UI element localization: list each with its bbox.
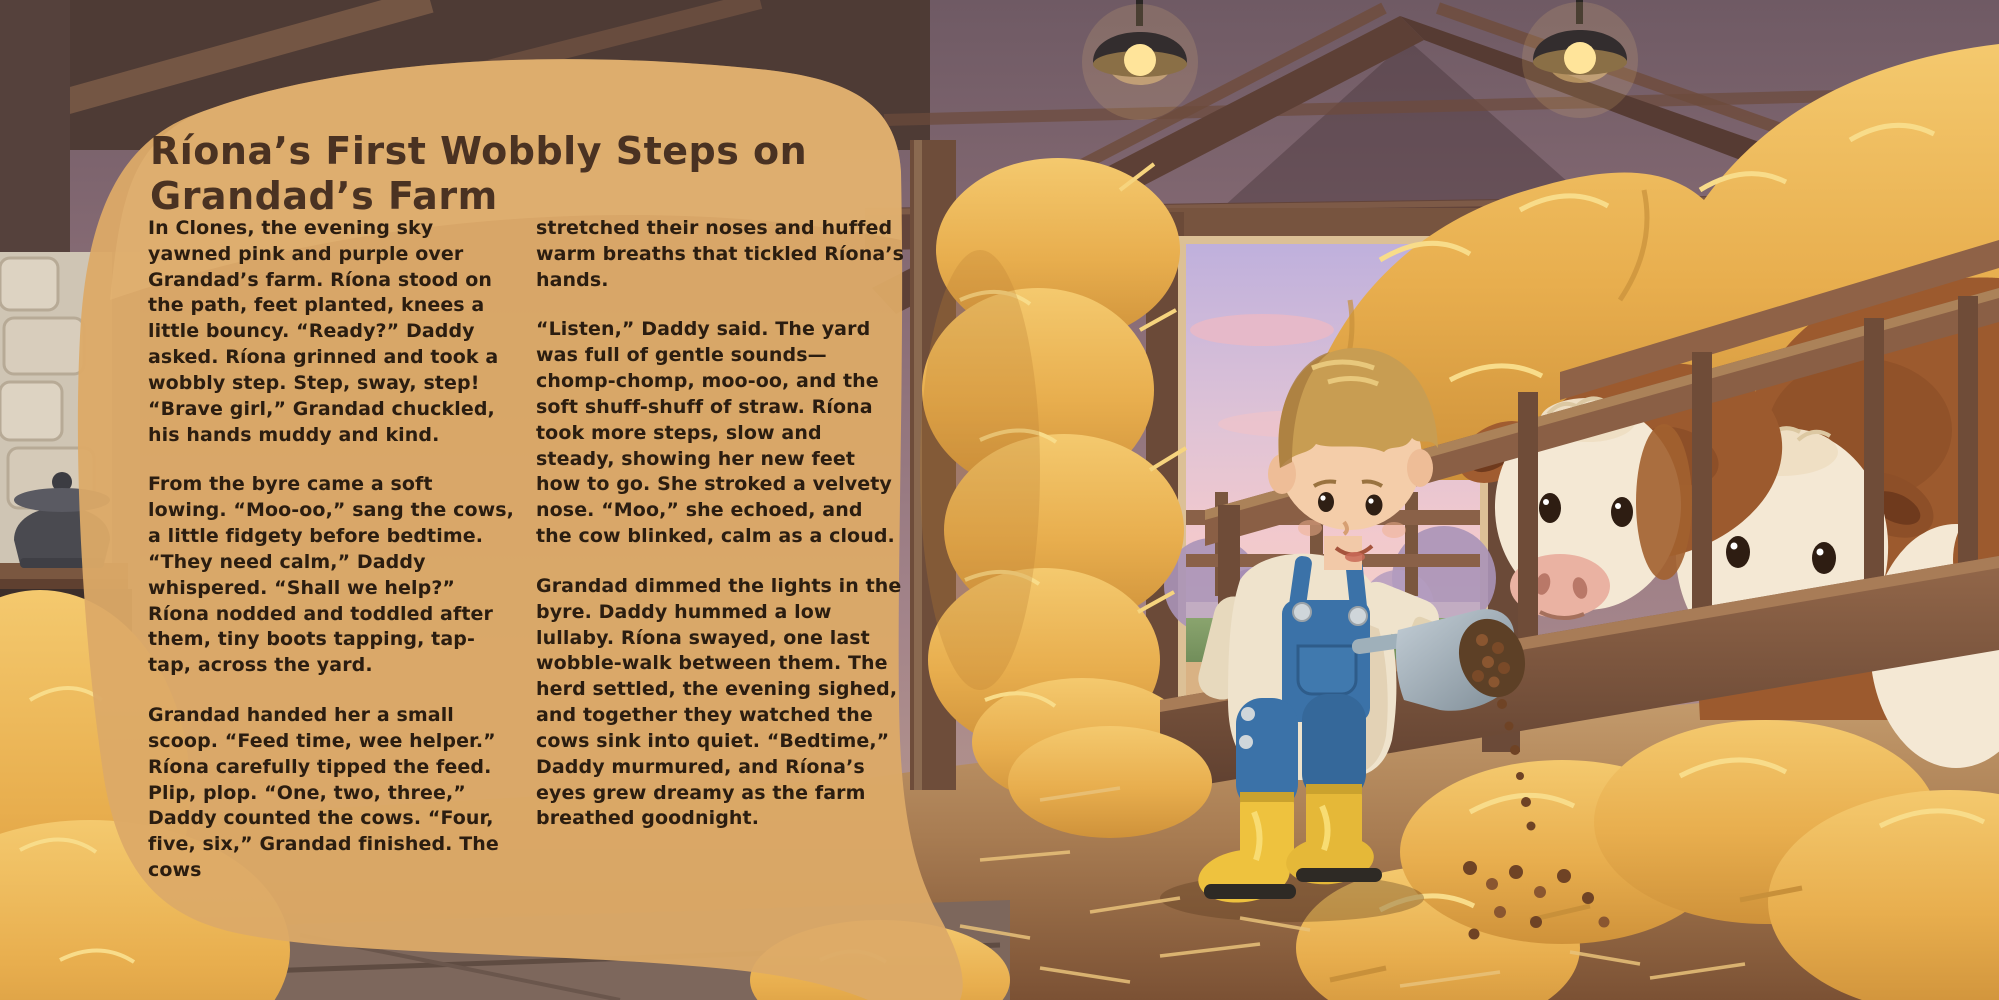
story-paragraph: “Listen,” Daddy said. The yard was full of gentle sounds—chomp-chomp, moo-oo, and the soft shuff-shuff of straw. Ríona took more steps, slow and steady, showing her new feet how to go. She stroked a velvety nose. “Moo,” she echoed, and the cow blinked, calm as a cloud. (536, 318, 895, 548)
story-paragraph: From the byre came a soft lowing. “Moo-oo,” sang the cows, a little fidgety before bedtime. “They need calm,” Daddy whispered. “Shall we help?” Ríona nodded and toddled after them, tiny boots tapping, tap-tap, across the yard. (148, 473, 514, 677)
story-paragraph: In Clones, the evening sky yawned pink and purple over Grandad’s farm. Ríona stood on the path, feet planted, knees a little bouncy. “Ready?” Daddy asked. Ríona grinned and took a wobbly step. Step, sway, step! “Brave girl,” Grandad chuckled, his hands muddy and kind. (148, 217, 499, 446)
story-columns (148, 216, 904, 908)
story-paragraph: Grandad handed her a small scoop. “Feed time, wee helper.” Ríona carefully tipped the feed. Plip, plop. “One, two, three,” Daddy counted the cows. “Four, five, six,” Grandad finished. The cows (148, 704, 499, 882)
page-title: Ríona’s First Wobbly Steps on Grandad’s Farm (150, 129, 808, 219)
story-column-right (536, 216, 904, 908)
story-paragraph: stretched their noses and huffed warm breaths that tickled Ríona’s hands. (536, 217, 904, 291)
story-column-left (148, 216, 516, 908)
story-paragraph: Grandad dimmed the lights in the byre. Daddy hummed a low lullaby. Ríona swayed, one last wobble-walk between them. The herd settled, the evening sighed, and together they watched the cows sink into quiet. “Bedtime,” Daddy murmured, and Ríona’s eyes grew dreamy as the farm breathed goodnight. (536, 574, 902, 830)
